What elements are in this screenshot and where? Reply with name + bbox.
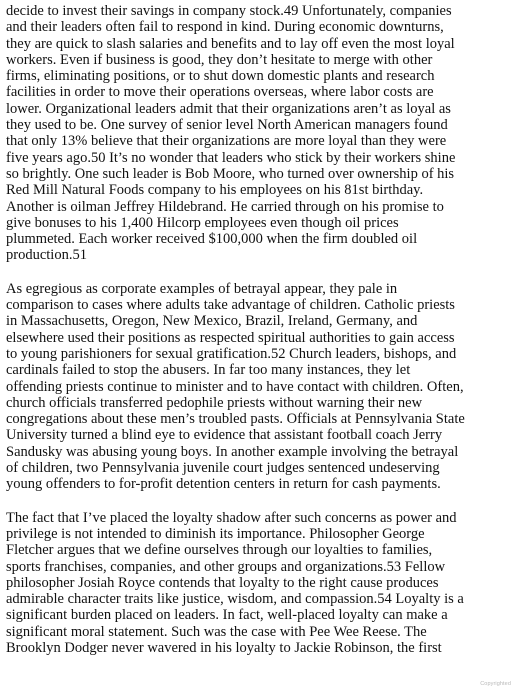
paragraph-corporate-loyalty: decide to invest their savings in company stock.49 Unfortunately, companies and their leaders often fail to respond in kind. During economic downturns, they are quick to slash salaries and benefits and to lay off even the most loyal workers. Even if business is good, they don’t hesitate to merge with other firms, eliminating positions, or to shut down domestic plants and research facilities in order to move their operations overseas, where labor costs are lower. Organizational leaders admit that their organizations aren’t as loyal as they used to be. One survey of senior level North American managers found that only 13% believe that their organizations are more loyal than they were five years ago.50 It’s no wonder that leaders who stick by their workers shine so brightly. One such leader is Bob Moore, who turned over ownership of his Red Mill Natural Foods company to his employees on his 81st birthday. Another is oilman Jeffrey Hildebrand. He carried through on his promise to give bonuses to his 1,400 Hilcorp employees even though oil prices plummeted. Each worker received $100,000 when the firm doubled oil production.51 xyxy=(6,3,456,264)
copyright-watermark: Copyrighted xyxy=(480,681,511,687)
document-page xyxy=(6,3,514,656)
paragraph-gap xyxy=(6,264,514,281)
paragraph-loyalty-shadow: The fact that I’ve placed the loyalty shadow after such concerns as power and privilege is not intended to diminish its importance. Philosopher George Fletcher argues that we define ourselves through our loyalties to families, sports franchises, companies, and other groups and organizations.53 Fellow philosopher Josiah Royce contends that loyalty to the right cause produces admirable character traits like justice, wisdom, and compassion.54 Loyalty is a significant burden placed on leaders. In fact, well-placed loyalty can make a significant moral statement. Such was the case with Pee Wee Reese. The Brooklyn Dodger never wavered in his loyalty to Jackie Robinson, the first xyxy=(6,509,464,656)
paragraph-betrayal-of-children: As egregious as corporate examples of betrayal appear, they pale in comparison to cases where adults take advantage of children. Catholic priests in Massachusetts, Oregon, New Mexico, Brazil, Ireland, Germany, and elsewhere used their positions as respected spiritual authorities to gain access to young parishioners for sexual gratification.52 Church leaders, bishops, and cardinals failed to stop the abusers. In far too many instances, they let offending priests continue to minister and to have contact with children. Often, church officials transferred pedophile priests without warning their new congregations about these men’s troubled pasts. Officials at Pennsylvania State University turned a blind eye to evidence that assistant football coach Jerry Sandusky was abusing young boys. In another example involving the betrayal of children, two Pennsylvania juvenile court judges sentenced undeserving young offenders to for-profit detention centers in return for cash payments. xyxy=(6,280,465,493)
paragraph-gap xyxy=(6,493,514,510)
